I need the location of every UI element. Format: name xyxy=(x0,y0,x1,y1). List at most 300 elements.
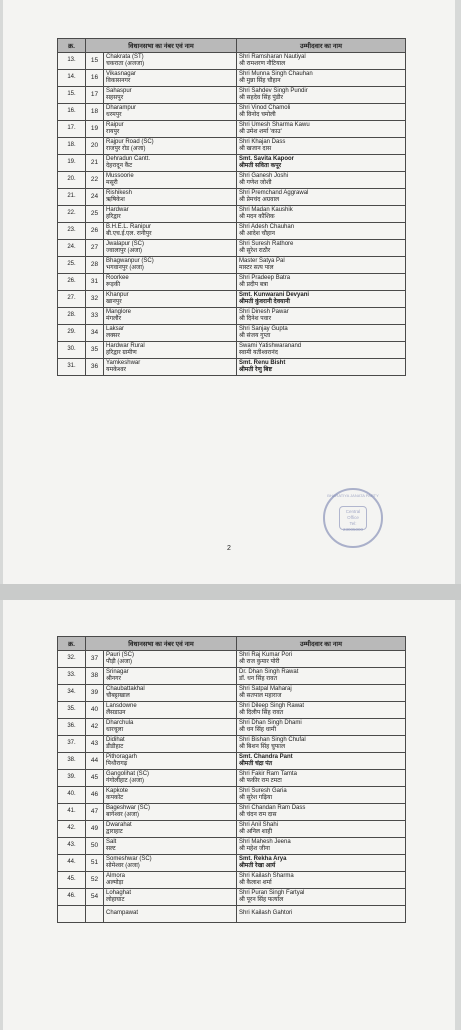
candidate-name-hindi: श्री सुरेश राठौर xyxy=(239,248,271,254)
table-row xyxy=(58,189,406,206)
constituency-name xyxy=(104,325,237,342)
candidate-name-english: Shri Sahdev Singh Pundir xyxy=(239,87,308,94)
candidate-name xyxy=(237,121,406,138)
constituency-name xyxy=(104,155,237,172)
candidate-name-hindi: श्री गणेश जोशी xyxy=(239,180,272,186)
table-row xyxy=(58,291,406,308)
constituency-name xyxy=(104,736,237,753)
constituency-name-english: Rajpur Road (SC) xyxy=(106,138,154,145)
candidate-name xyxy=(237,223,406,240)
table-header-row xyxy=(58,637,406,651)
constituency-number: 34 xyxy=(86,325,104,342)
table-row xyxy=(58,838,406,855)
constituency-name-hindi: सहसपुर xyxy=(106,95,124,101)
serial-number: 19. xyxy=(58,155,86,172)
candidate-name xyxy=(237,821,406,838)
header-sno: क्र. xyxy=(58,39,86,53)
serial-number: 37. xyxy=(58,736,86,753)
constituency-name xyxy=(104,889,237,906)
candidate-name-english: Shri Sanjay Gupta xyxy=(239,325,288,332)
candidate-name xyxy=(237,804,406,821)
header-constituency: विधानसभा का नंबर एवं नाम xyxy=(86,637,237,651)
header-constituency: विधानसभा का नंबर एवं नाम xyxy=(86,39,237,53)
constituency-name-english: Sahaspur xyxy=(106,87,132,94)
candidate-name-english: Shri Umesh Sharma Kawu xyxy=(239,121,310,128)
constituency-number: 54 xyxy=(86,889,104,906)
constituency-number: 27 xyxy=(86,240,104,257)
constituency-name-hindi: हरिद्वार xyxy=(106,214,121,220)
constituency-number: 38 xyxy=(86,668,104,685)
constituency-number: 40 xyxy=(86,702,104,719)
candidate-name-english: Smt. Chandra Pant xyxy=(239,753,293,760)
serial-number xyxy=(58,906,86,923)
candidate-name-hindi: श्री बिशन सिंह चुफाल xyxy=(239,744,286,750)
constituency-name-english: Hardwar Rural xyxy=(106,342,145,349)
candidate-name xyxy=(237,138,406,155)
candidate-name xyxy=(237,53,406,70)
candidate-name-english: Shri Bishan Singh Chufal xyxy=(239,736,306,743)
constituency-name xyxy=(104,121,237,138)
candidate-name-hindi: श्री उमेश शर्मा 'काउ' xyxy=(239,129,282,135)
candidate-name-hindi: श्री आदेश चौहान xyxy=(239,231,275,237)
table-row xyxy=(58,308,406,325)
constituency-name xyxy=(104,906,237,923)
candidate-name-english: Shri Dinesh Pawar xyxy=(239,308,289,315)
constituency-name-english: Manglore xyxy=(106,308,132,315)
serial-number: 23. xyxy=(58,223,86,240)
constituency-name-english: Roorkee xyxy=(106,274,129,281)
table-row xyxy=(58,906,406,923)
candidate-name-english: Shri Satpal Maharaj xyxy=(239,685,292,692)
document-page-2 xyxy=(3,600,455,1030)
constituency-name-hindi: लोहाघाट xyxy=(106,897,125,903)
constituency-name-english: Kapkote xyxy=(106,787,129,794)
constituency-number: 44 xyxy=(86,753,104,770)
constituency-number: 50 xyxy=(86,838,104,855)
table-row xyxy=(58,668,406,685)
constituency-number: 33 xyxy=(86,308,104,325)
serial-number: 22. xyxy=(58,206,86,223)
constituency-name xyxy=(104,804,237,821)
candidate-name xyxy=(237,651,406,668)
candidate-name-english: Shri Suresh Garia xyxy=(239,787,287,794)
candidate-name-english: Shri Kailash Gahtori xyxy=(239,910,293,917)
serial-number: 13. xyxy=(58,53,86,70)
constituency-name-hindi: ऋषिकेश xyxy=(106,197,125,203)
candidate-name-english: Master Satya Pal xyxy=(239,257,285,264)
constituency-name-english: Dharampur xyxy=(106,104,137,111)
table-row xyxy=(58,702,406,719)
candidate-name xyxy=(237,702,406,719)
table-row xyxy=(58,736,406,753)
constituency-name-hindi: कपकोट xyxy=(106,795,124,801)
constituency-name-english: Champawat xyxy=(106,910,139,917)
party-seal: BHARATIYA JANATA PARTY Central Office Tel: 23005000 xyxy=(323,488,383,548)
serial-number: 27. xyxy=(58,291,86,308)
header-sno: क्र. xyxy=(58,637,86,651)
table-row xyxy=(58,87,406,104)
candidate-name-hindi: श्रीमती सविता कपूर xyxy=(239,163,282,169)
constituency-name xyxy=(104,206,237,223)
candidate-name xyxy=(237,104,406,121)
constituency-number: 24 xyxy=(86,189,104,206)
constituency-name xyxy=(104,359,237,376)
constituency-name-english: Dharchula xyxy=(106,719,134,726)
constituency-name-hindi: चौबट्टाखाल xyxy=(106,693,130,699)
candidate-name xyxy=(237,172,406,189)
candidate-name-hindi: श्री सतपाल महाराज xyxy=(239,693,282,699)
serial-number: 26. xyxy=(58,274,86,291)
constituency-name xyxy=(104,770,237,787)
constituency-name-english: Gangolihat (SC) xyxy=(106,770,150,777)
serial-number: 43. xyxy=(58,838,86,855)
candidate-name-hindi: श्री सुरेश गढ़िया xyxy=(239,795,273,801)
candidate-name-hindi: श्री राज कुमार पोरी xyxy=(239,659,280,665)
candidate-name-english: Shri Dileep Singh Rawat xyxy=(239,702,305,709)
constituency-name-hindi: श्रीनगर xyxy=(106,676,121,682)
candidate-name-english: Smt. Rekha Arya xyxy=(239,855,287,862)
serial-number: 44. xyxy=(58,855,86,872)
candidate-name-english: Shri Madan Kaushik xyxy=(239,206,293,213)
constituency-number: 17 xyxy=(86,87,104,104)
constituency-number: 49 xyxy=(86,821,104,838)
table-row xyxy=(58,206,406,223)
constituency-name xyxy=(104,753,237,770)
constituency-number: 45 xyxy=(86,770,104,787)
constituency-name xyxy=(104,668,237,685)
constituency-name-hindi: गंगोलीहाट (अजा) xyxy=(106,778,144,784)
table-row xyxy=(58,325,406,342)
candidate-name-hindi: श्री सहदेव सिंह पुंडीर xyxy=(239,95,283,101)
candidate-name xyxy=(237,889,406,906)
constituency-name xyxy=(104,787,237,804)
candidate-name-hindi: श्री फकीर राम टमटा xyxy=(239,778,282,784)
constituency-number: 15 xyxy=(86,53,104,70)
candidate-name-hindi: स्वामी यतीश्वरानंद xyxy=(239,350,278,356)
candidate-name xyxy=(237,838,406,855)
constituency-number: 51 xyxy=(86,855,104,872)
candidate-name xyxy=(237,753,406,770)
candidate-name xyxy=(237,291,406,308)
serial-number: 14. xyxy=(58,70,86,87)
table-row xyxy=(58,257,406,274)
constituency-number: 43 xyxy=(86,736,104,753)
constituency-name-hindi: मसूरी xyxy=(106,180,118,186)
constituency-name xyxy=(104,189,237,206)
serial-number: 35. xyxy=(58,702,86,719)
candidate-name-hindi: श्रीमती चंद्रा पंत xyxy=(239,761,273,767)
constituency-name-hindi: धारचूला xyxy=(106,727,124,733)
candidate-name-hindi: श्री मुन्ना सिंह चौहान xyxy=(239,78,281,84)
serial-number: 20. xyxy=(58,172,86,189)
constituency-name-hindi: मंगलौर xyxy=(106,316,122,322)
page-separator xyxy=(0,584,461,600)
candidate-name xyxy=(237,257,406,274)
constituency-number: 37 xyxy=(86,651,104,668)
candidate-name-hindi: श्री रामशरण नौटियाल xyxy=(239,61,286,67)
constituency-name-english: Yamkeshwar xyxy=(106,359,141,366)
constituency-name-english: Srinagar xyxy=(106,668,129,675)
candidate-name-english: Smt. Savita Kapoor xyxy=(239,155,295,162)
candidate-table xyxy=(57,38,406,376)
candidate-name xyxy=(237,308,406,325)
candidate-name-english: Shri Ramsharan Nautiyal xyxy=(239,53,306,60)
constituency-name-hindi: धरमपुर xyxy=(106,112,122,118)
constituency-name-hindi: खानपुर xyxy=(106,299,122,305)
constituency-name-english: Rishikesh xyxy=(106,189,133,196)
table-row xyxy=(58,855,406,872)
constituency-name xyxy=(104,719,237,736)
candidate-name xyxy=(237,325,406,342)
candidate-name-english: Shri Premchand Aggrawal xyxy=(239,189,309,196)
serial-number: 34. xyxy=(58,685,86,702)
candidate-name-english: Shri Anil Shahi xyxy=(239,821,279,828)
constituency-name-hindi: सल्ट xyxy=(106,846,116,852)
serial-number: 42. xyxy=(58,821,86,838)
candidate-name xyxy=(237,87,406,104)
constituency-number: 25 xyxy=(86,206,104,223)
candidate-name-hindi: श्री पूरन सिंह फर्त्याल xyxy=(239,897,284,903)
table-row xyxy=(58,359,406,376)
constituency-name-hindi: ज्वालापुर (अजा) xyxy=(106,248,143,254)
candidate-name-english: Swami Yatishwaranand xyxy=(239,342,302,349)
constituency-number: 16 xyxy=(86,70,104,87)
constituency-name-english: Bageshwar (SC) xyxy=(106,804,151,811)
candidate-name-hindi: श्री विनोद चमोली xyxy=(239,112,276,118)
constituency-name xyxy=(104,257,237,274)
constituency-name-hindi: बागेश्वर (अजा) xyxy=(106,812,139,818)
candidate-name-hindi: डॉ. धन सिंह रावत xyxy=(239,676,278,682)
constituency-number: 22 xyxy=(86,172,104,189)
header-candidate: उम्मीदवार का नाम xyxy=(237,39,406,53)
candidate-name xyxy=(237,155,406,172)
table-row xyxy=(58,342,406,359)
constituency-name-english: Vikasnagar xyxy=(106,70,136,77)
table-row xyxy=(58,155,406,172)
table-row xyxy=(58,685,406,702)
serial-number: 32. xyxy=(58,651,86,668)
candidate-name-hindi: श्री संजय गुप्ता xyxy=(239,333,271,339)
constituency-name-hindi: अल्मोड़ा xyxy=(106,880,124,886)
table-row xyxy=(58,753,406,770)
candidate-name xyxy=(237,189,406,206)
serial-number: 24. xyxy=(58,240,86,257)
table-row xyxy=(58,872,406,889)
constituency-name-english: Almora xyxy=(106,872,126,879)
candidate-name xyxy=(237,359,406,376)
candidate-name-english: Shri Suresh Rathore xyxy=(239,240,294,247)
constituency-name-english: Raipur xyxy=(106,121,124,128)
candidate-name xyxy=(237,855,406,872)
constituency-number: 21 xyxy=(86,155,104,172)
constituency-name-english: Dwarahat xyxy=(106,821,132,828)
serial-number: 39. xyxy=(58,770,86,787)
serial-number: 17. xyxy=(58,121,86,138)
constituency-name-hindi: विकासनगर xyxy=(106,78,131,84)
serial-number: 29. xyxy=(58,325,86,342)
candidate-name-hindi: मास्टर सत्य पाल xyxy=(239,265,274,271)
constituency-name-hindi: बी.एच.ई.एल. रानीपुर xyxy=(106,231,152,237)
constituency-name-hindi: रायपुर xyxy=(106,129,120,135)
candidate-name-hindi: श्री चंदन राम दास xyxy=(239,812,277,818)
constituency-name-hindi: चकराता (अजजा) xyxy=(106,61,145,67)
constituency-name xyxy=(104,104,237,121)
constituency-number: 35 xyxy=(86,342,104,359)
constituency-name xyxy=(104,70,237,87)
candidate-name-hindi: श्री धन सिंह धामी xyxy=(239,727,277,733)
candidate-name xyxy=(237,736,406,753)
constituency-name-hindi: लक्सर xyxy=(106,333,120,339)
candidate-name-hindi: श्री दिनेश पवार xyxy=(239,316,272,322)
constituency-name-english: Hardwar xyxy=(106,206,129,213)
candidate-name-english: Shri Raj Kumar Pori xyxy=(239,651,293,658)
serial-number: 25. xyxy=(58,257,86,274)
constituency-number: 36 xyxy=(86,359,104,376)
table-row xyxy=(58,240,406,257)
serial-number: 21. xyxy=(58,189,86,206)
constituency-name-hindi: लैंसडाउन xyxy=(106,710,126,716)
table-row xyxy=(58,274,406,291)
table-row xyxy=(58,719,406,736)
constituency-number xyxy=(86,906,104,923)
candidate-name-english: Shri Pradeep Batra xyxy=(239,274,291,281)
candidate-name-english: Shri Munna Singh Chauhan xyxy=(239,70,313,77)
constituency-number: 18 xyxy=(86,104,104,121)
table-row xyxy=(58,889,406,906)
table-row xyxy=(58,121,406,138)
page-number: 2 xyxy=(227,545,231,552)
candidate-name xyxy=(237,787,406,804)
constituency-number: 31 xyxy=(86,274,104,291)
constituency-name xyxy=(104,223,237,240)
constituency-name-hindi: देहरादून कैंट xyxy=(106,163,133,169)
candidate-name-hindi: श्रीमती रेखा आर्य xyxy=(239,863,276,869)
constituency-name xyxy=(104,651,237,668)
constituency-name xyxy=(104,138,237,155)
serial-number: 38. xyxy=(58,753,86,770)
serial-number: 40. xyxy=(58,787,86,804)
constituency-number: 46 xyxy=(86,787,104,804)
constituency-number: 26 xyxy=(86,223,104,240)
candidate-name-english: Dr. Dhan Singh Rawat xyxy=(239,668,299,675)
candidate-name-english: Shri Dhan Singh Dhami xyxy=(239,719,302,726)
constituency-number: 39 xyxy=(86,685,104,702)
candidate-name xyxy=(237,872,406,889)
candidate-name-english: Shri Ganesh Joshi xyxy=(239,172,289,179)
table-row xyxy=(58,223,406,240)
constituency-name-english: Khanpur xyxy=(106,291,129,298)
constituency-name-english: B.H.E.L. Ranipur xyxy=(106,223,152,230)
serial-number: 46. xyxy=(58,889,86,906)
candidate-name-hindi: श्री अनिल शाही xyxy=(239,829,273,835)
constituency-name-english: Jwalapur (SC) xyxy=(106,240,145,247)
constituency-name xyxy=(104,274,237,291)
candidate-name-english: Shri Adesh Chauhan xyxy=(239,223,295,230)
constituency-number: 20 xyxy=(86,138,104,155)
candidate-name xyxy=(237,906,406,923)
constituency-name-english: Didihat xyxy=(106,736,125,743)
header-candidate: उम्मीदवार का नाम xyxy=(237,637,406,651)
candidate-name-english: Smt. Renu Bisht xyxy=(239,359,286,366)
table-row xyxy=(58,787,406,804)
candidate-name xyxy=(237,719,406,736)
table-row xyxy=(58,804,406,821)
constituency-number: 52 xyxy=(86,872,104,889)
candidate-name xyxy=(237,206,406,223)
candidate-name xyxy=(237,342,406,359)
candidate-name xyxy=(237,70,406,87)
constituency-name-english: Dehradun Cantt. xyxy=(106,155,151,162)
candidate-name xyxy=(237,274,406,291)
serial-number: 36. xyxy=(58,719,86,736)
constituency-name xyxy=(104,838,237,855)
constituency-name-hindi: पिथौरागढ़ xyxy=(106,761,128,767)
constituency-name xyxy=(104,291,237,308)
constituency-number: 47 xyxy=(86,804,104,821)
candidate-name xyxy=(237,685,406,702)
serial-number: 45. xyxy=(58,872,86,889)
constituency-name-english: Bhagwanpur (SC) xyxy=(106,257,154,264)
candidate-name-hindi: श्री मदन कौशिक xyxy=(239,214,275,220)
serial-number: 41. xyxy=(58,804,86,821)
constituency-name xyxy=(104,821,237,838)
constituency-name xyxy=(104,53,237,70)
candidate-name-hindi: श्री दिलीप सिंह रावत xyxy=(239,710,284,716)
constituency-number: 19 xyxy=(86,121,104,138)
table-row xyxy=(58,770,406,787)
candidate-name-hindi: श्रीमती रेणु बिष्ट xyxy=(239,367,272,373)
candidate-name-english: Shri Kailash Sharma xyxy=(239,872,294,879)
constituency-name xyxy=(104,872,237,889)
constituency-name-english: Chakrata (ST) xyxy=(106,53,144,60)
candidate-name-hindi: श्री खजान दास xyxy=(239,146,272,152)
candidate-name-english: Smt. Kunwarani Devyani xyxy=(239,291,310,298)
candidate-name-hindi: श्री महेश जीना xyxy=(239,846,270,852)
table-row xyxy=(58,821,406,838)
constituency-number: 28 xyxy=(86,257,104,274)
constituency-name-hindi: राजपुर रोड (अजा) xyxy=(106,146,146,152)
document-page-1 xyxy=(3,0,455,584)
constituency-number: 42 xyxy=(86,719,104,736)
table-row xyxy=(58,104,406,121)
candidate-name-english: Shri Fakir Ram Tamta xyxy=(239,770,297,777)
constituency-name-hindi: द्वाराहाट xyxy=(106,829,123,835)
table-row xyxy=(58,53,406,70)
constituency-name-english: Lohaghat xyxy=(106,889,132,896)
serial-number: 31. xyxy=(58,359,86,376)
constituency-name-hindi: सोमेश्वर (अजा) xyxy=(106,863,140,869)
constituency-name-english: Someshwar (SC) xyxy=(106,855,152,862)
serial-number: 15. xyxy=(58,87,86,104)
constituency-name xyxy=(104,172,237,189)
candidate-name-hindi: श्री प्रेमचंद अग्रवाल xyxy=(239,197,280,203)
constituency-name-english: Pauri (SC) xyxy=(106,651,135,658)
constituency-name-hindi: हरिद्वार ग्रामीण xyxy=(106,350,137,356)
constituency-name-hindi: रूड़की xyxy=(106,282,121,288)
constituency-name xyxy=(104,342,237,359)
candidate-table xyxy=(57,636,406,923)
candidate-name-english: Shri Vinod Chamoli xyxy=(239,104,291,111)
candidate-name-hindi: श्री कैलाश शर्मा xyxy=(239,880,272,886)
constituency-name-english: Lansdowne xyxy=(106,702,137,709)
table-header-row xyxy=(58,39,406,53)
table-row xyxy=(58,651,406,668)
candidate-name xyxy=(237,240,406,257)
constituency-name-hindi: भगवानपुर (अजा) xyxy=(106,265,144,271)
constituency-name xyxy=(104,685,237,702)
serial-number: 33. xyxy=(58,668,86,685)
constituency-name xyxy=(104,855,237,872)
